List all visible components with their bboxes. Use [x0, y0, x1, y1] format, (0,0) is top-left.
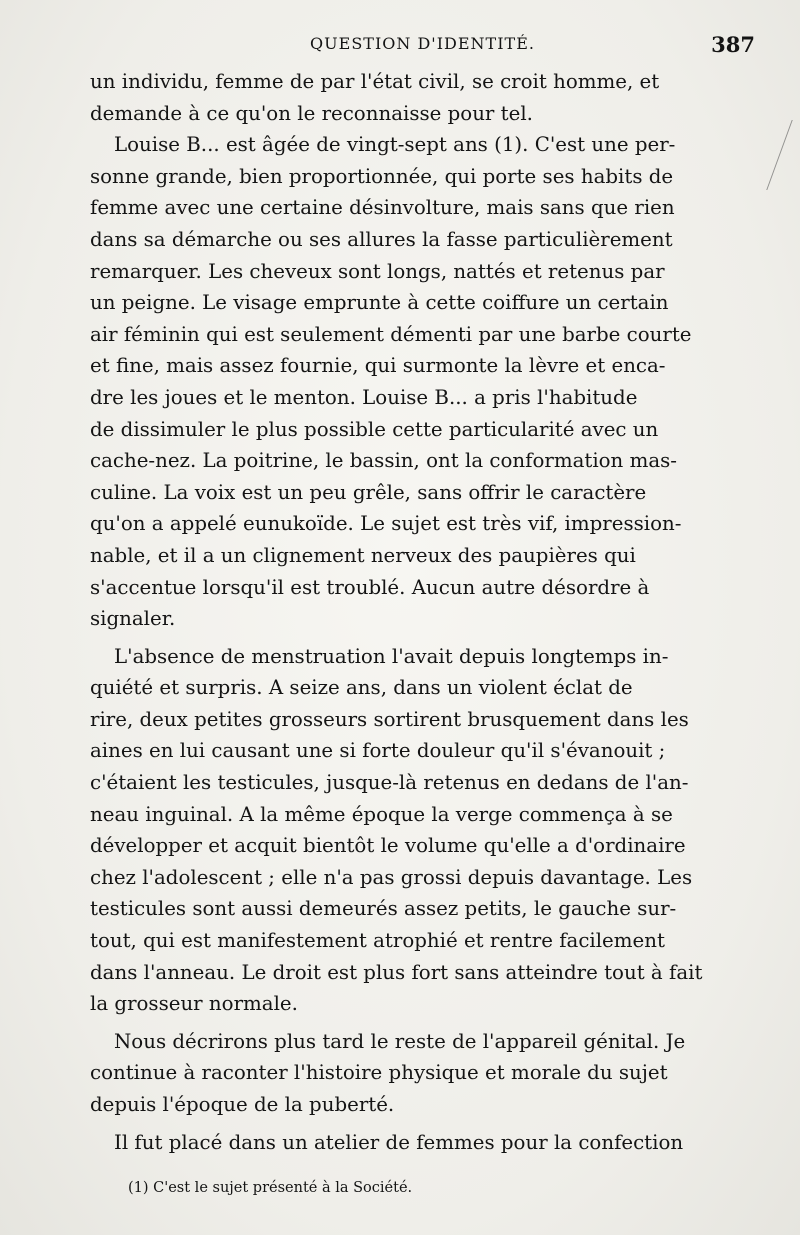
- text-line: aines en lui causant une si forte douleur qu'il s'évanouit ;: [90, 739, 666, 763]
- text-line: s'accentue lorsqu'il est troublé. Aucun autre désordre à: [90, 575, 650, 599]
- text-line: tout, qui est manifestement atrophié et rentre facilement: [90, 929, 665, 953]
- text-line: quiété et surpris. A seize ans, dans un violent éclat de: [90, 676, 633, 700]
- text-line: un individu, femme de par l'état civil, se croit homme, et: [90, 70, 660, 93]
- text-line: demande à ce qu'on le reconnaisse pour tel.: [90, 101, 533, 125]
- text-line: dre les joues et le menton. Louise B... a pris l'habitude: [90, 385, 638, 409]
- text-line: dans sa démarche ou ses allures la fasse particulièrement: [90, 227, 673, 251]
- body-text: [90, 66, 770, 1158]
- text-line: neau inguinal. A la même époque la verge commença à se: [90, 802, 673, 826]
- text-line: continue à raconter l'histoire physique et morale du sujet: [90, 1061, 668, 1085]
- text-line: air féminin qui est seulement démenti par une barbe courte: [90, 322, 692, 346]
- text-line: testicules sont aussi demeurés assez petits, le gauche sur-: [90, 897, 677, 921]
- text-line: et fine, mais assez fournie, qui surmonte la lèvre et enca-: [90, 354, 666, 378]
- text-line: Louise B... est âgée de vingt-sept ans (1). C'est une per-: [114, 133, 676, 157]
- margin-mark: [766, 120, 800, 190]
- text-line: rire, deux petites grosseurs sortirent brusquement dans les: [90, 707, 689, 731]
- text-line: chez l'adolescent ; elle n'a pas grossi depuis davantage. Les: [90, 865, 693, 889]
- footnote: (1) C'est le sujet présenté à la Société.: [128, 1180, 413, 1196]
- text-line: dans l'anneau. Le droit est plus fort sans atteindre tout à fait: [90, 960, 703, 984]
- text-line: développer et acquit bientôt le volume qu'elle a d'ordinaire: [90, 834, 686, 858]
- text-line: de dissimuler le plus possible cette particularité avec un: [90, 417, 659, 441]
- running-head: QUESTION D'IDENTITÉ.: [310, 34, 535, 53]
- page-header: [90, 30, 755, 64]
- text-line: qu'on a appelé eunukoïde. Le sujet est très vif, impression-: [90, 512, 682, 536]
- text-line: remarquer. Les cheveux sont longs, nattés et retenus par: [90, 259, 665, 283]
- text-line: culine. La voix est un peu grêle, sans offrir le caractère: [90, 480, 647, 504]
- text-line: cache-nez. La poitrine, le bassin, ont la conformation mas-: [90, 449, 677, 473]
- text-line: depuis l'époque de la puberté.: [90, 1093, 395, 1116]
- text-line: Il fut placé dans un atelier de femmes pour la confection: [114, 1130, 684, 1154]
- text-line: Nous décrirons plus tard le reste de l'appareil génital. Je: [114, 1029, 686, 1053]
- text-line: un peigne. Le visage emprunte à cette coiffure un certain: [90, 291, 669, 315]
- page-number: 387: [711, 32, 755, 57]
- text-line: signaler.: [90, 607, 176, 631]
- text-line: nable, et il a un clignement nerveux des paupières qui: [90, 543, 636, 567]
- text-line: c'étaient les testicules, jusque-là retenus en dedans de l'an-: [90, 771, 689, 795]
- text-line: L'absence de menstruation l'avait depuis longtemps in-: [114, 644, 669, 668]
- text-line: la grosseur normale.: [90, 992, 298, 1016]
- text-line: femme avec une certaine désinvolture, mais sans que rien: [90, 196, 675, 220]
- text-line: sonne grande, bien proportionnée, qui porte ses habits de: [90, 164, 674, 188]
